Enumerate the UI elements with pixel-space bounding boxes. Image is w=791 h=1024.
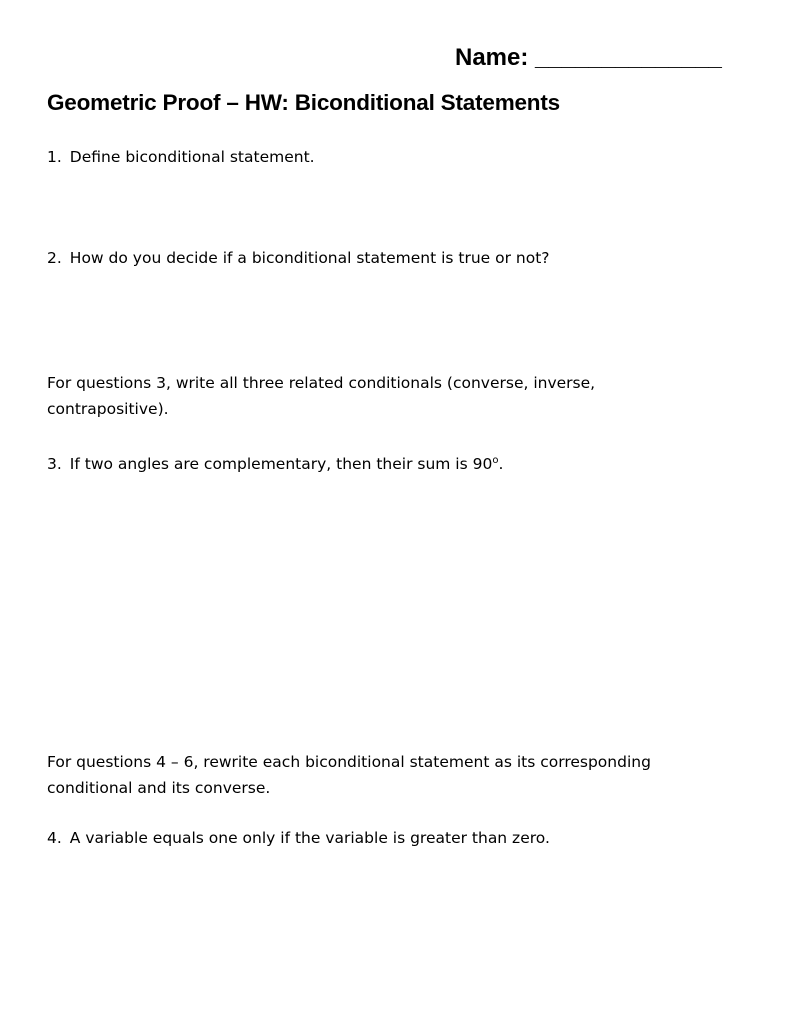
question-text: A variable equals one only if the variable is greater than zero.: [69, 829, 550, 847]
question-text-end: .: [498, 455, 504, 474]
instruction-line: For questions 3, write all three related conditionals (converse, inverse,: [47, 374, 596, 392]
question-number: 2.: [47, 249, 62, 267]
instruction-line: conditional and its converse.: [47, 779, 271, 797]
question-4: [47, 825, 550, 851]
question-1: [47, 144, 315, 170]
instructions-question-3: [47, 370, 595, 422]
degree-symbol: o: [492, 455, 499, 466]
question-number: 1.: [47, 148, 62, 166]
instruction-line: contrapositive).: [47, 400, 169, 418]
instruction-line: For questions 4 – 6, rewrite each biconditional statement as its corresponding: [47, 753, 651, 771]
question-number: 4.: [47, 829, 62, 847]
question-3: [47, 448, 503, 477]
instructions-questions-4-6: [47, 749, 651, 801]
page-title: Geometric Proof – HW: Biconditional Statements: [47, 90, 560, 115]
name-field-label: Name: ______________: [455, 44, 722, 71]
question-text: If two angles are complementary, then their sum is 90: [69, 455, 493, 474]
question-number: 3.: [47, 455, 62, 474]
question-2: [47, 245, 550, 271]
question-text: Define biconditional statement.: [69, 148, 315, 166]
question-text: How do you decide if a biconditional statement is true or not?: [69, 249, 550, 267]
